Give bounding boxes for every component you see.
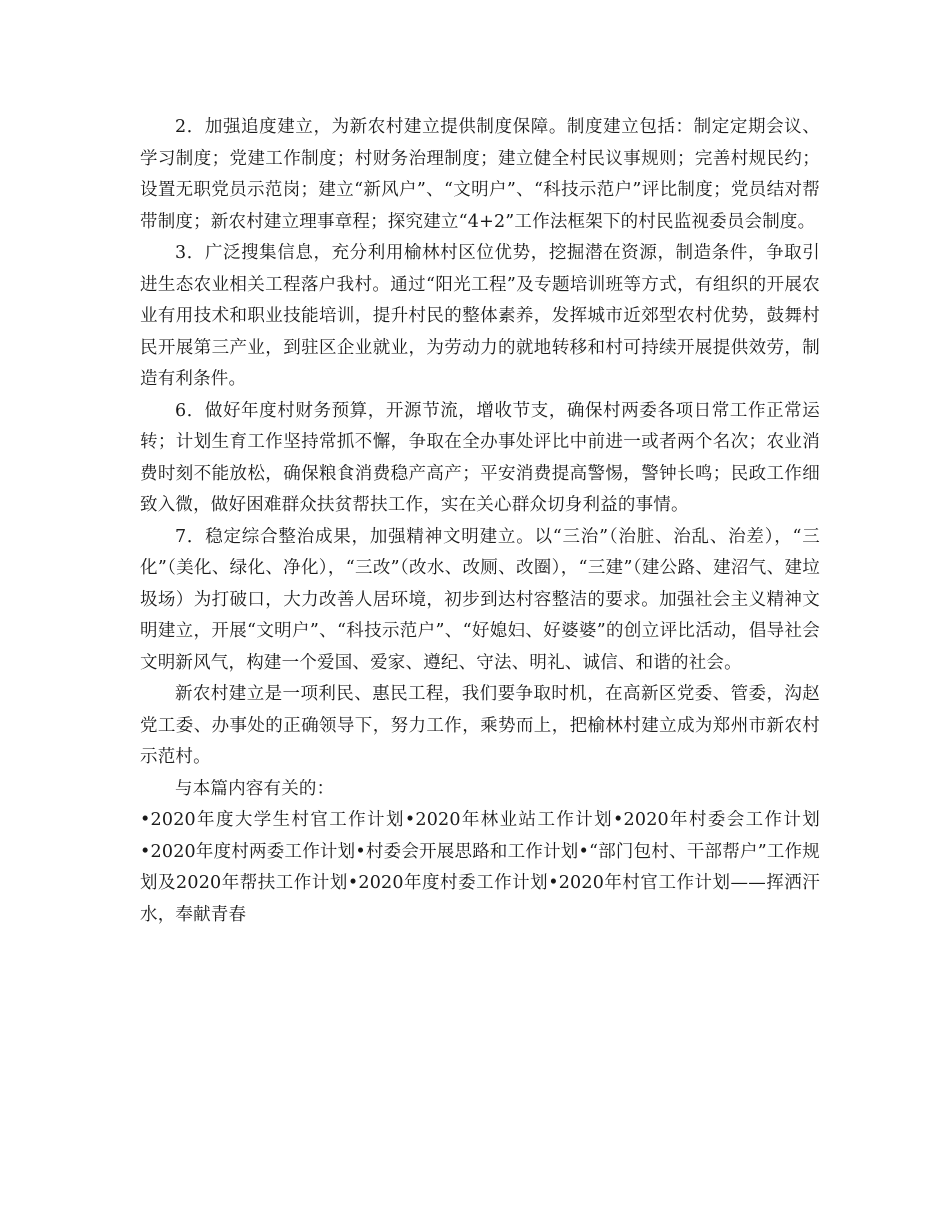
paragraph-6: 6．做好年度村财务预算，开源节流，增收节支，确保村两委各项日常工作正常运转；计划生育工作坚持常抓不懈，争取在全办事处评比中前进一或者两个名次；农业消费时刻不能放松，确保粮食消费稳产高产；平安消费提高警惕，警钟长鸣；民政工作细致入微，做好困难群众扶贫帮扶工作，实在关心群众切身利益的事情。: [140, 400, 820, 515]
document-body: [140, 112, 820, 931]
paragraph-3: 3．广泛搜集信息，充分利用榆林村区位优势，挖掘潜在资源，制造条件，争取引进生态农业相关工程落户我村。通过“阳光工程”及专题培训班等方式，有组织的开展农业有用技术和职业技能培训，提升村民的整体素养，发挥城市近郊型农村优势，鼓舞村民开展第三产业，到驻区企业就业，为劳动力的就地转移和村可持续开展提供效劳，制造有利条件。: [140, 243, 820, 389]
related-links[interactable]: •2020年度大学生村官工作计划•2020年林业站工作计划•2020年村委会工作计划•2020年度村两委工作计划•村委会开展思路和工作计划•“部门包村、干部帮户”工作规划及2020年帮扶工作计划•2020年度村委工作计划•2020年村官工作计划——挥洒汗水，奉献青春: [140, 810, 820, 925]
paragraph-conclusion: 新农村建立是一项利民、惠民工程，我们要争取时机，在高新区党委、管委，沟赵党工委、办事处的正确领导下，努力工作，乘势而上，把榆林村建立成为郑州市新农村示范村。: [140, 684, 820, 767]
related-heading: 与本篇内容有关的：: [175, 778, 335, 799]
paragraph-7: 7．稳定综合整治成果，加强精神文明建立。以“三治”（治脏、治乱、治差），“三化”（美化、绿化、净化），“三改”（改水、改厕、改圈），“三建”（建公路、建沼气、建垃圾场）为打破口，大力改善人居环境，初步到达村容整洁的要求。加强社会主义精神文明建立，开展“文明户”、“科技示范户”、“好媳妇、好婆婆”的创立评比活动，倡导社会文明新风气，构建一个爱国、爱家、遵纪、守法、明礼、诚信、和谐的社会。: [140, 526, 820, 673]
paragraph-2: 2．加强追度建立，为新农村建立提供制度保障。制度建立包括：制定定期会议、学习制度；党建工作制度；村财务治理制度；建立健全村民议事规则；完善村规民约；设置无职党员示范岗；建立“新风户”、“文明户”、“科技示范户”评比制度；党员结对帮带制度；新农村建立理事章程；探究建立“4+2”工作法框架下的村民监视委员会制度。: [140, 117, 820, 232]
